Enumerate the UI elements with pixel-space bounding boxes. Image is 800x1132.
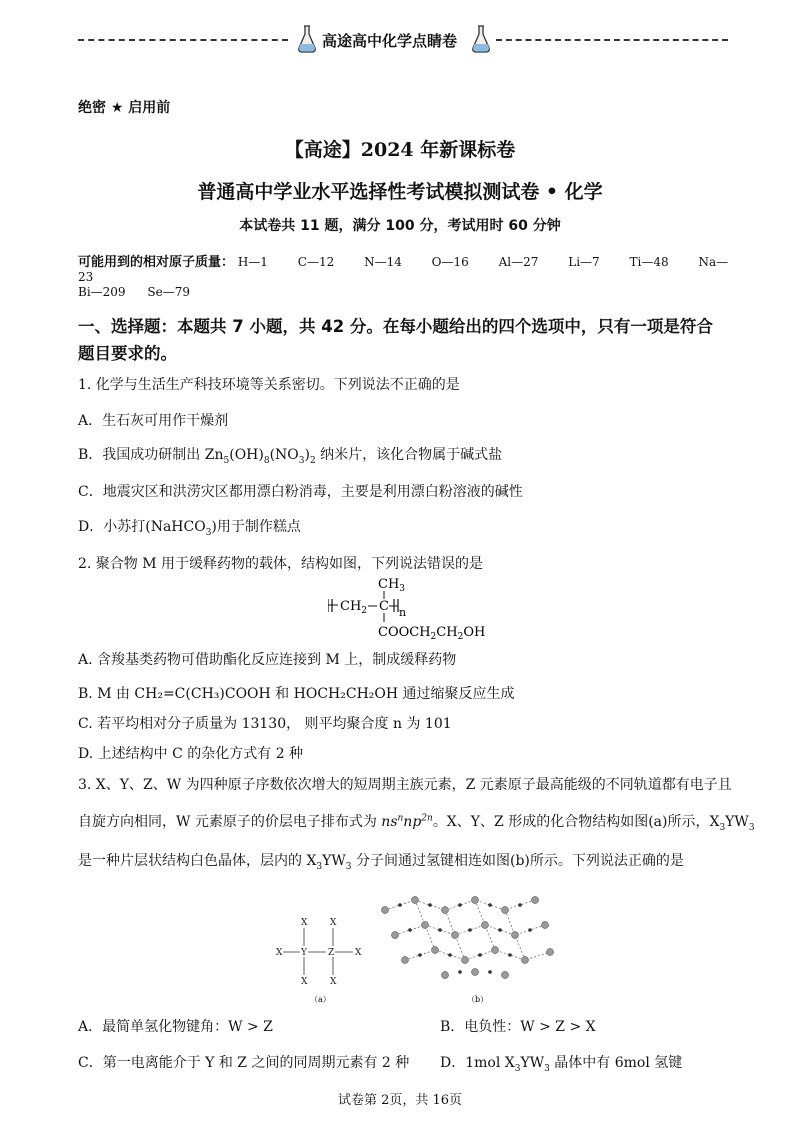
q2-option-c: C. 若平均相对分子质量为 13130， 则平均聚合度 n 为 101 — [78, 716, 452, 732]
header-dashes-left — [78, 39, 288, 41]
q1-option-d-pre: D．小苏打( — [78, 519, 151, 535]
q3-option-d — [440, 1052, 682, 1074]
q2-option-b: B. M 由 CH₂=C(CH₃)COOH 和 HOCH₂CH₂OH 通过缩聚反应生成 — [78, 686, 515, 702]
q3-line2-mid: 。X、Y、Z 形成的化合物结构如图(a)所示， — [432, 814, 710, 830]
nahco3-formula: NaHCO$_3$ — [150, 519, 212, 538]
q3-line3 — [78, 850, 684, 872]
exam-info: 本试卷共 11 题，满分 100 分，考试用时 60 分钟 — [239, 218, 561, 234]
svg-text:X: X — [330, 918, 337, 928]
formula-ch3: $CH_3$ — [378, 577, 406, 594]
q3-line1: 3. X、Y、Z、W 为四种原子序数依次增大的短周期主族元素，Z 元素原子最高能级的不同轨道都有电子且 — [78, 777, 732, 793]
flask-icon — [296, 24, 318, 54]
svg-text:X: X — [330, 977, 337, 987]
q3-option-d-pre: D．1mol — [440, 1055, 505, 1071]
formula-side-chain: $COOCH_2CH_2OH$ — [378, 625, 486, 642]
q3-option-a: A．最简单氢化物键角：W > Z — [78, 1019, 273, 1035]
atomic-mass-item: Bi—209 — [78, 285, 126, 299]
atomic-mass-item: Li—7 — [568, 255, 600, 269]
zn-formula: $Zn_5(OH)_8(NO_3)_2$ — [204, 447, 316, 466]
svg-text:X: X — [301, 918, 308, 928]
q1-option-b-pre: B．我国成功研制出 — [78, 447, 205, 463]
atomic-mass-item: O—16 — [431, 255, 469, 269]
atomic-mass-item: Na—23 — [78, 255, 729, 284]
q1-stem: 1. 化学与生活生产科技环境等关系密切。下列说法不正确的是 — [78, 377, 460, 393]
x3yw3-formula: $X_3YW_3$ — [504, 1055, 550, 1074]
q2-stem: 2. 聚合物 M 用于缓释药物的载体，结构如图，下列说法错误的是 — [78, 556, 484, 572]
svg-text:X: X — [276, 948, 283, 958]
header-title: 高途高中化学点睛卷 — [322, 32, 458, 50]
atomic-masses-row2 — [78, 285, 190, 299]
svg-text:Y: Y — [301, 948, 307, 958]
q3-line2-pre: 自旋方向相同，W 元素原子的价层电子排布式为 — [78, 814, 382, 830]
formula-ch2: $CH_2$ — [340, 599, 368, 616]
q2-option-a: A. 含羧基类药物可借助酯化反应连接到 M 上，制成缓释药物 — [78, 652, 457, 668]
formula-n: n — [399, 606, 407, 619]
figure-a-label: （a） — [310, 995, 331, 1004]
atomic-mass-item: N—14 — [364, 255, 402, 269]
atomic-masses-label: 可能用到的相对原子质量： — [78, 255, 235, 270]
q3-option-b: B．电负性：W > Z > X — [440, 1019, 596, 1035]
atomic-mass-item: Al—27 — [498, 255, 539, 269]
atomic-masses — [78, 251, 738, 284]
q3-line3-pre: 是一种片层状结构白色晶体，层内的 — [78, 853, 307, 869]
q1-option-d — [78, 516, 301, 538]
q1-option-c: C．地震灾区和洪涝灾区都用漂白粉消毒，主要是利用漂白粉溶液的碱性 — [78, 484, 523, 500]
valence-config: $ns^nnp^{2n}$ — [381, 813, 433, 830]
q3-option-d-post: 晶体中有 6mol 氢键 — [549, 1055, 683, 1071]
q3-option-c: C．第一电离能介于 Y 和 Z 之间的同周期元素有 2 种 — [78, 1055, 410, 1071]
atomic-mass-item: H—1 — [237, 255, 268, 269]
header-dashes-right — [496, 39, 728, 41]
svg-text:X: X — [355, 948, 362, 958]
figure-b-hydrogen-bond-network — [375, 880, 575, 1005]
q1-option-a: A．生石灰可用作干燥剂 — [78, 413, 229, 429]
page-footer: 试卷第 2页，共 16页 — [337, 1093, 463, 1108]
q1-option-d-post: )用于制作糕点 — [211, 519, 301, 535]
exam-subject-title: 普通高中学业水平选择性考试模拟测试卷 • 化学 — [197, 181, 603, 203]
x3yw3-formula: $X_3YW_3$ — [306, 853, 352, 872]
figure-a-structure — [268, 910, 388, 1005]
flask-icon — [470, 24, 492, 54]
q3-line2 — [78, 811, 755, 833]
x3yw3-formula: $X_3YW_3$ — [709, 814, 755, 833]
atomic-mass-item: Se—79 — [147, 285, 190, 299]
polymer-structure — [328, 572, 528, 644]
section-heading: 一、选择题：本题共 7 小题，共 42 分。在每小题给出的四个选项中，只有一项是符合题目要求的。 — [78, 317, 713, 363]
atomic-mass-item: C—12 — [297, 255, 335, 269]
exam-title: 【高途】2024 年新课标卷 — [284, 139, 516, 161]
secret-label: 绝密 ★ 启用前 — [78, 100, 171, 116]
q3-line3-post: 分子间通过氢键相连如图(b)所示。下列说法正确的是 — [351, 853, 684, 869]
figure-b-label: （b） — [467, 995, 489, 1004]
atomic-mass-item: Ti—48 — [629, 255, 669, 269]
svg-text:X: X — [301, 977, 308, 987]
q1-option-b — [78, 444, 502, 466]
svg-text:Z: Z — [328, 948, 335, 958]
q2-option-d: D. 上述结构中 C 的杂化方式有 2 种 — [78, 746, 304, 762]
formula-c: C — [379, 599, 389, 614]
q1-option-b-post: 纳米片，该化合物属于碱式盐 — [315, 447, 503, 463]
page-header — [78, 22, 728, 62]
